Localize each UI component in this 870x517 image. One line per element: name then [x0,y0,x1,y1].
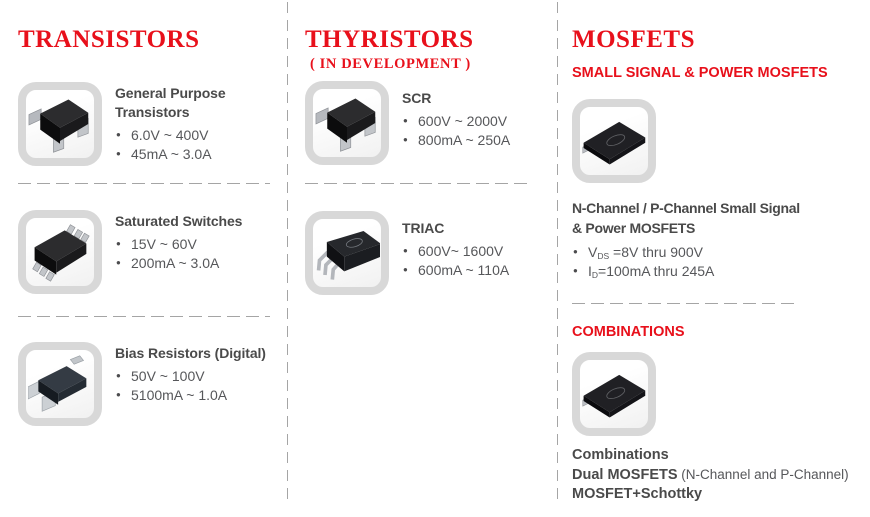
column-divider [557,2,558,500]
transistors-title: TRANSISTORS [18,26,200,53]
product-saturated-switches[interactable] [18,210,270,294]
spec-list [115,367,266,405]
spec-item: ● 600V~ 1600V [402,242,509,261]
product-name[interactable]: SCR [402,90,432,106]
product-name[interactable]: Bias Resistors (Digital) [115,345,266,361]
product-bias-resistors[interactable] [18,342,270,426]
mosfets-title: MOSFETS [572,26,695,53]
thyristors-subtitle: ( IN DEVELOPMENT ) [310,56,471,72]
spec-list [572,243,810,281]
spec-list [402,112,510,150]
product-triac[interactable] [305,211,533,295]
product-info [115,82,226,164]
product-info [402,81,510,150]
transistors-column [18,0,270,426]
section-separator [18,316,270,317]
mosfets-column [572,0,849,504]
sot23-chip-icon [28,94,92,154]
section-separator [572,303,800,304]
spec-item: ● 600V ~ 2000V [402,112,510,131]
product-thumbnail[interactable] [18,82,102,166]
product-thumbnail[interactable] [18,210,102,294]
product-thumbnail[interactable] [18,342,102,426]
mosfet-product-name[interactable]: N-Channel / P-Channel Small Signal & Power MOSFETS [572,200,800,236]
dpak-chip-icon [314,224,380,282]
spec-list [115,126,226,164]
power-package-chip-icon [581,115,647,167]
product-info [402,211,509,280]
thyristors-column [305,0,533,295]
product-info [115,210,242,273]
section-separator [305,183,530,184]
combinations-heading: COMBINATIONS [572,324,685,340]
combinations-product-list [572,446,849,504]
sot23-chip-icon [315,93,379,153]
product-thumbnail[interactable] [572,99,656,183]
spec-list [115,235,242,273]
product-thumbnail[interactable] [305,81,389,165]
spec-item: ● 800mA ~ 250A [402,131,510,150]
sot23w-chip-icon [28,354,92,414]
power-package-chip-icon [581,368,647,420]
product-info [115,342,266,405]
sot26-chip-icon [28,222,92,282]
spec-item: ● 6.0V ~ 400V [115,126,226,145]
spec-item: ● 5100mA ~ 1.0A [115,386,266,405]
spec-item: ● 50V ~ 100V [115,367,266,386]
product-general-purpose-transistors[interactable] [18,82,270,166]
spec-item: ● 15V ~ 60V [115,235,242,254]
spec-item: ● 600mA ~ 110A [402,261,509,280]
product-thumbnail[interactable] [572,352,656,436]
spec-item: ● $V_{DS} =8V$ thru 900V [572,243,810,262]
product-name[interactable]: Saturated Switches [115,213,243,229]
combination-item[interactable]: MOSFET+Schottky [572,486,703,502]
product-scr[interactable] [305,81,533,165]
combination-item[interactable]: Dual MOSFETS (N-Channel and P-Channel) [572,467,849,483]
thyristors-title: THYRISTORS [305,26,474,53]
spec-item: ● $I_D=100mA$ thru 245A [572,262,810,281]
section-separator [18,183,270,184]
small-signal-heading: SMALL SIGNAL & POWER MOSFETS [572,65,828,81]
spec-item: ● 45mA ~ 3.0A [115,145,226,164]
combination-item[interactable]: Combinations [572,447,669,463]
product-name[interactable]: General Purpose Transistors [115,85,226,120]
spec-item: ● 200mA ~ 3.0A [115,254,242,273]
product-name[interactable]: TRIAC [402,220,445,236]
spec-list [402,242,509,280]
product-thumbnail[interactable] [305,211,389,295]
column-divider [287,2,288,500]
